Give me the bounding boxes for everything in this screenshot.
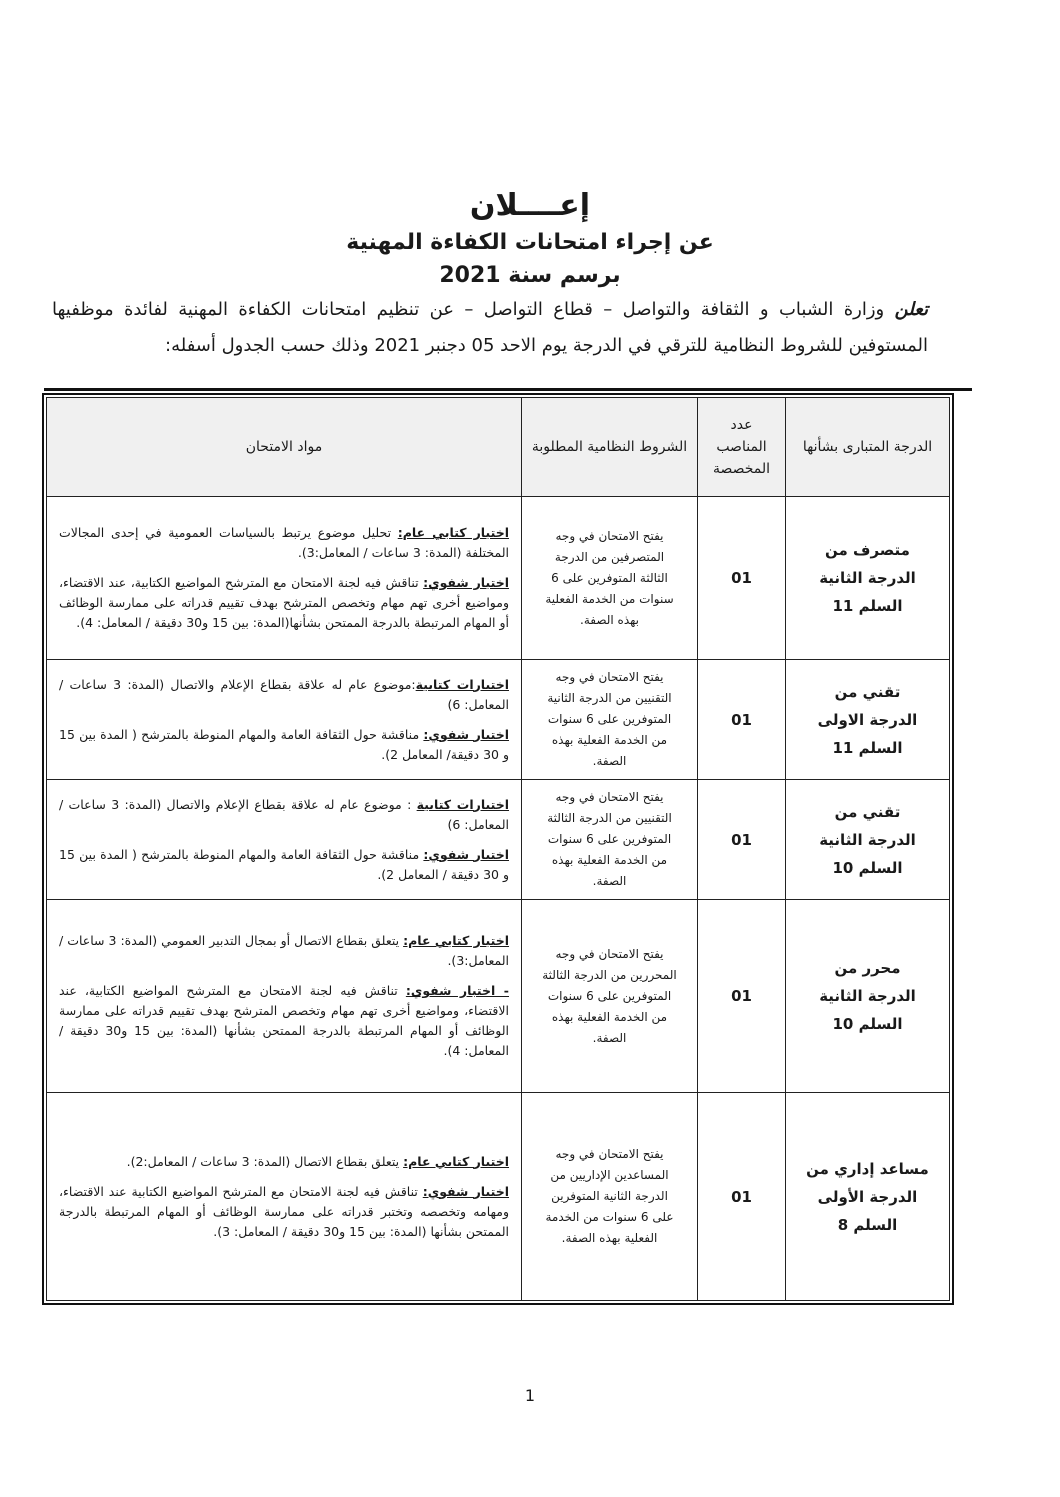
- announcement-title: إعــــلان: [469, 188, 591, 223]
- subjects-cell: [47, 900, 522, 1093]
- conditions-cell: يفتح الامتحان في وجه التقنيين من الدرجة الثانية المتوفرين على 6 سنوات من الخدمة الفعلية بهذه الصفة.: [522, 660, 698, 780]
- oral-exam-text: تناقش فيه لجنة الامتحان مع المترشح المواضيع الكتابية، عند الاقتضاء، ومواضيع أخرى تهم مهام وتخصص المترشح بهدف تقييم قدراته على ممارسة الوظائف أو المهام المرتبطة بالدرجة الممتحن بشأنها (المدة: بين 15 و30 دقيقة / المعامل: 4).: [59, 983, 509, 1058]
- count-cell: 01: [698, 660, 786, 780]
- subjects-cell: [47, 1093, 522, 1301]
- oral-exam-text: تناقش فيه لجنة الامتحان مع المترشح المواضيع الكتابية، عند الاقتضاء، ومواضيع أخرى تهم مهام وتخصص المترشح بهدف تقييم قدراته على ممارسة الوظائف أو المهام المرتبطة بالدرجة الممتحن بشأنها(المدة: بين 15 و30 دقيقة / المعامل: 4).: [59, 575, 509, 630]
- grade-line: السلم 11: [832, 738, 903, 757]
- count-cell: 01: [698, 900, 786, 1093]
- exam-table: [46, 397, 950, 1301]
- table-row: [47, 497, 950, 660]
- grade-line: تقني من: [834, 682, 901, 701]
- announcement-year: برسم سنة 2021: [439, 263, 621, 288]
- grade-line: السلم 10: [832, 1015, 903, 1033]
- grade-line: السلم 11: [832, 597, 903, 615]
- written-exam-text: يتعلق بقطاع الاتصال (المدة: 3 ساعات / المعامل:2).: [126, 1153, 404, 1169]
- written-exam-label: اختبار كتابي عام:: [403, 933, 510, 948]
- oral-exam-text: مناقشة حول الثقافة العامة والمهام المنوطة بالمترشح ( المدة بين 15 و 30 دقيقة / المعامل 2).: [59, 846, 509, 882]
- header-count-line: المناصب: [716, 439, 767, 455]
- written-exam: [59, 675, 509, 715]
- grade-cell: [786, 900, 950, 1093]
- header-count-line: عدد: [730, 417, 753, 433]
- grade-cell: [786, 1093, 950, 1301]
- grade-line: مساعد إداري من: [806, 1159, 929, 1178]
- grade-line: الدرجة الثانية: [819, 987, 916, 1005]
- intro-paragraph: [52, 292, 928, 364]
- document-header: [0, 186, 1060, 292]
- oral-exam: [59, 981, 509, 1061]
- grade-line: السلم 8: [837, 1215, 898, 1234]
- oral-exam-label: اختبار شفوي:: [423, 726, 509, 742]
- announcement-subtitle: عن إجراء امتحانات الكفاءة المهنية: [346, 230, 714, 255]
- grade-line: الدرجة الأولى: [817, 1187, 918, 1206]
- grade-line: محرر من: [834, 959, 901, 977]
- oral-exam-text: مناقشة حول الثقافة العامة والمهام المنوطة بالمترشح ( المدة بين 15 و 30 دقيقة/ المعامل 2).: [59, 726, 509, 762]
- header-grade: الدرجة المتبارى بشأنها: [786, 398, 950, 497]
- page-number: 1: [524, 1386, 536, 1405]
- oral-exam: [59, 573, 509, 633]
- conditions-cell: يفتح الامتحان في وجه المساعدين الإداريين من الدرجة الثانية المتوفرين على 6 سنوات من الخدمة الفعلية بهذه الصفة.: [522, 1093, 698, 1301]
- header-count: [698, 398, 786, 497]
- oral-exam-label: اختبار شفوي:: [422, 1183, 509, 1199]
- written-exam-text: يتعلق بقطاع الاتصال أو بمجال التدبير العمومي (المدة: 3 ساعات / المعامل:3).: [59, 933, 509, 968]
- count-cell: 01: [698, 1093, 786, 1301]
- written-exam-text: : موضوع عام له علاقة بقطاع الإعلام والاتصال (المدة: 3 ساعات / المعامل: 6): [59, 796, 509, 832]
- oral-exam-label: - اختبار شفوي:: [405, 983, 509, 998]
- oral-exam-label: اختبار شفوي:: [423, 846, 509, 862]
- written-exam: [59, 931, 509, 971]
- oral-exam-text: تناقش فيه لجنة الامتحان مع المترشح المواضيع الكتابية عند الاقتضاء، ومهامه وتخصصه وتختبر قدراته على ممارسة الوظائف أو المهام المرتبطة بالدرجة الممتحن بشأنها (المدة: بين 15 و30 دقيقة / المعامل: 3).: [59, 1183, 509, 1239]
- written-exam: [59, 523, 509, 563]
- table-row: [47, 780, 950, 900]
- oral-exam: [59, 725, 509, 765]
- written-exam-text: :موضوع عام له علاقة بقطاع الإعلام والاتصال (المدة: 3 ساعات / المعامل: 6): [59, 676, 509, 712]
- written-exam: [59, 795, 509, 835]
- header-conditions: الشروط النظامية المطلوبة: [522, 398, 698, 497]
- subjects-cell: [47, 497, 522, 660]
- written-exam-label: اختبارات كتابية: [416, 796, 510, 812]
- oral-exam: [59, 1182, 509, 1242]
- grade-cell: [786, 660, 950, 780]
- grade-cell: [786, 497, 950, 660]
- grade-line: الدرجة الثانية: [819, 830, 916, 849]
- conditions-cell: يفتح الامتحان في وجه التقنيين من الدرجة الثالثة المتوفرين على 6 سنوات من الخدمة الفعلية بهذه الصفة.: [522, 780, 698, 900]
- intro-text: وزارة الشباب و الثقافة والتواصل – قطاع التواصل – عن تنظيم امتحانات الكفاءة المهنية لفائدة موظفيها المستوفين للشروط النظامية للترقي في الدرجة يوم الاحد 05 دجنبر 2021 وذلك حسب الجدول أسفله:: [52, 299, 928, 356]
- written-exam-label: اختبارات كتابية: [415, 676, 509, 692]
- written-exam: [59, 1152, 509, 1172]
- table-header-row: [47, 398, 950, 497]
- subjects-cell: [47, 660, 522, 780]
- grade-line: الدرجة الاولى: [817, 710, 918, 729]
- table-row: [47, 660, 950, 780]
- header-count-line: المخصصة: [712, 461, 771, 477]
- written-exam-text: تحليل موضوع يرتبط بالسياسات العمومية في إحدى المجالات المختلفة (المدة: 3 ساعات / المعامل:3).: [59, 525, 509, 560]
- table-row: [47, 900, 950, 1093]
- grade-cell: [786, 780, 950, 900]
- grade-line: تقني من: [834, 802, 901, 821]
- written-exam-label: اختبار كتابي عام:: [397, 525, 509, 540]
- table-row: [47, 1093, 950, 1301]
- subjects-cell: [47, 780, 522, 900]
- written-exam-label: اختبار كتابي عام:: [403, 1153, 509, 1169]
- conditions-cell: يفتح الامتحان في وجه المحررين من الدرجة الثالثة المتوفرين على 6 سنوات من الخدمة الفعلية بهذه الصفة.: [522, 900, 698, 1093]
- oral-exam: [59, 845, 509, 885]
- count-cell: 01: [698, 497, 786, 660]
- count-cell: 01: [698, 780, 786, 900]
- oral-exam-label: اختبار شفوي:: [423, 575, 509, 590]
- conditions-cell: يفتح الامتحان في وجه المتصرفين من الدرجة الثالثة المتوفرين على 6 سنوات من الخدمة الفعلية بهذه الصفة.: [522, 497, 698, 660]
- header-subjects: مواد الامتحان: [47, 398, 522, 497]
- intro-lead-word: تعلن: [894, 299, 928, 320]
- grade-line: الدرجة الثانية: [819, 569, 916, 587]
- grade-line: متصرف من: [825, 541, 910, 559]
- grade-line: السلم 10: [832, 858, 903, 877]
- header-rule: [44, 388, 972, 391]
